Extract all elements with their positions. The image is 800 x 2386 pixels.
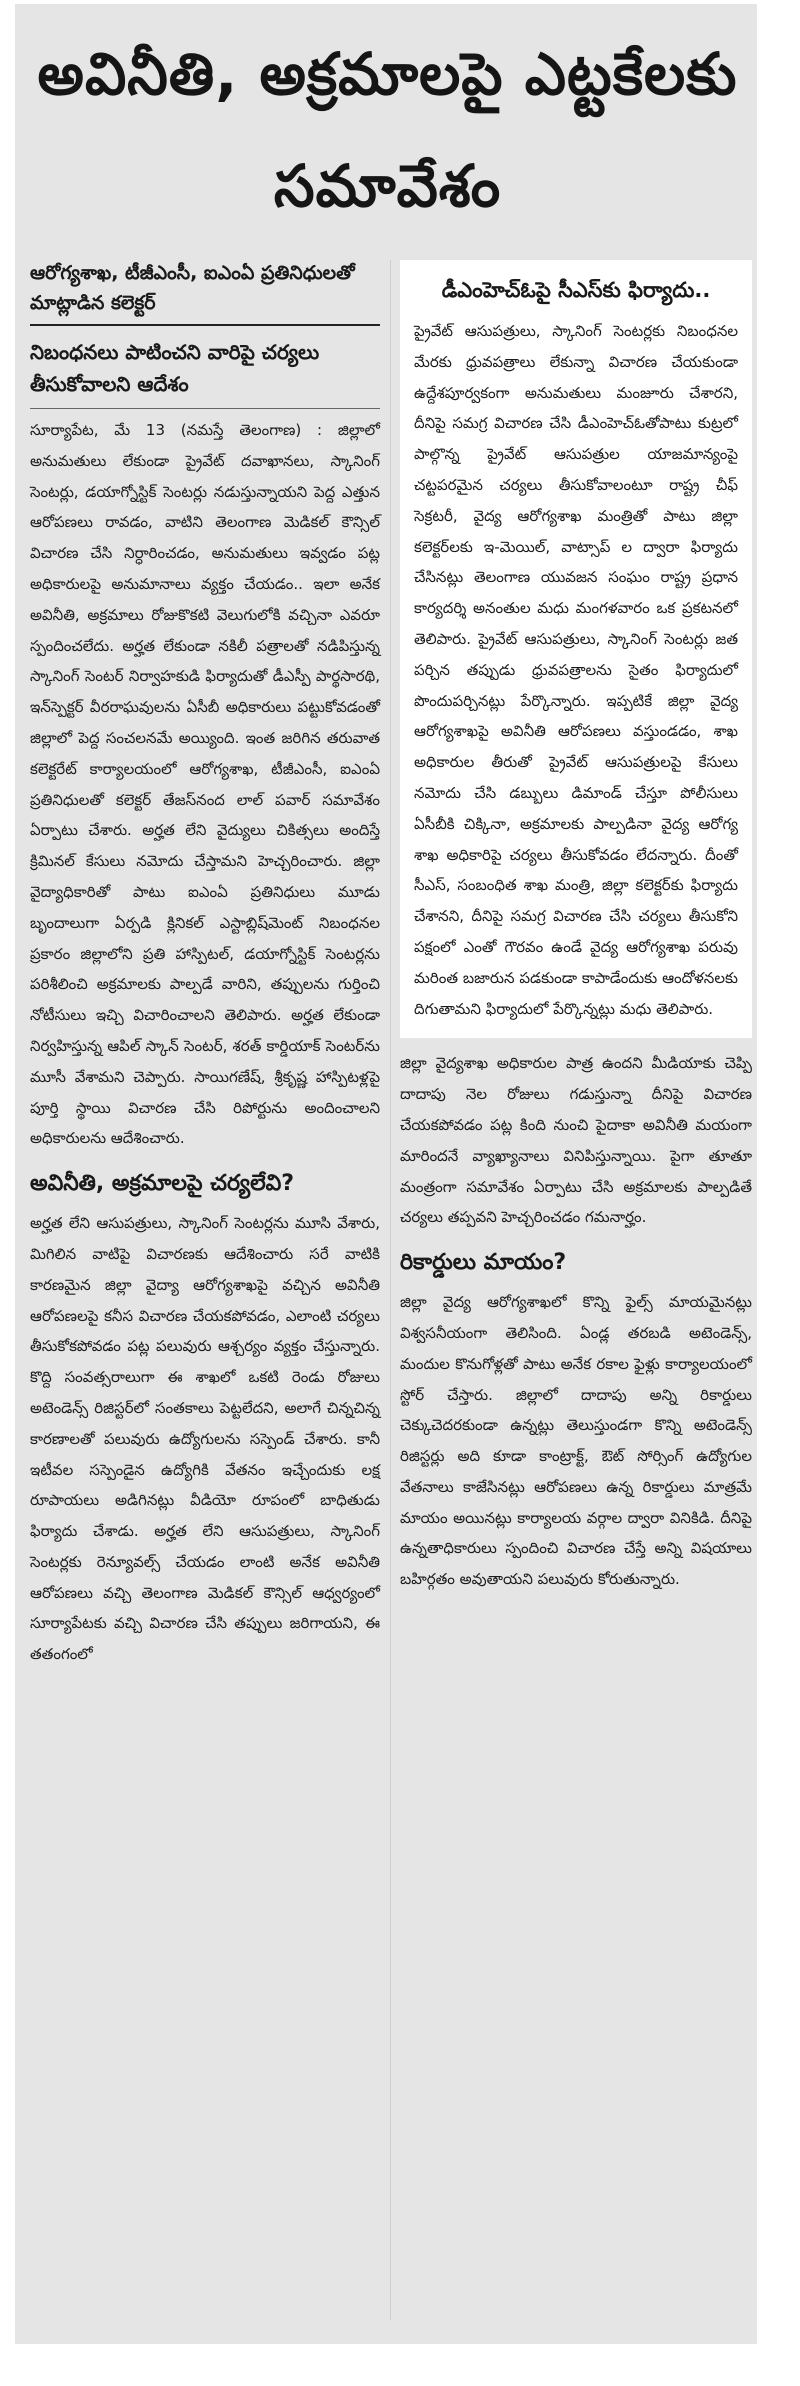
continuation-paragraph: జిల్లా వైద్యశాఖ అధికారుల పాత్ర ఉందని మీడియాకు చెప్పి దాదాపు నెల రోజులు గడుస్తున్నా దీనిపై విచారణ చేయకపోవడం పట్ల కింది నుంచి పైదాకా అవినీతి మయంగా మారిందనే వ్యాఖ్యానాలు వినిపిస్తున్నాయి. పైగా తూతూ మంత్రంగా సమావేశం ఏర్పాటు చేసి అక్రమాలకు పాల్పడితే చర్యలు తప్పవని హెచ్చరించడం గమనార్హం. <box>400 1054 752 1227</box>
complaint-box-text: ప్రైవేట్ ఆసుపత్రులు, స్కానింగ్ సెంటర్లకు నిబంధనల మేరకు ధ్రువపత్రాలు లేకున్నా విచారణ చేయకుండా ఉద్దేశపూర్వకంగా అనుమతులు మంజూరు చేశారని, దీనిపై సమగ్ర విచారణ చేసి డీఎంహెచ్‌ఓతోపాటు కుట్రలో పాల్గొన్న ప్రైవేట్ ఆసుపత్రుల యాజమాన్యంపై చట్టపరమైన చర్యలు తీసుకోవాలంటూ రాష్ట్ర చీఫ్ సెక్రటరీ, వైద్య ఆరోగ్యశాఖ మంత్రితో పాటు జిల్లా కలెక్టర్‌లకు ఇ-మెయిల్, వాట్సాప్ ల ద్వారా ఫిర్యాదు చేసినట్లు తెలంగాణ యువజన సంఘం రాష్ట్ర ప్రధాన కార్యదర్శి అనంతుల మధు మంగళవారం ఒక ప్రకటనలో తెలిపారు. ప్రైవేట్ ఆసుపత్రులు, స్కానింగ్ సెంటర్లు జత పర్చిన తప్పుడు ధ్రువపత్రాలను సైతం ఫిర్యాదులో పొందుపర్చినట్లు పేర్కొన్నారు. ఇప్పటికే జిల్లా వైద్య ఆరోగ్యశాఖపై అవినీతి ఆరోపణలు వస్తుండడం, శాఖ అధికారుల తీరుతో ప్రైవేట్ ఆసుపత్రులపై కేసులు నమోదు చేసి డబ్బులు డిమాండ్ చేస్తూ పోలీసులు ఏసీబీకి చిక్కినా, అక్రమాలకు పాల్పడినా వైద్య ఆరోగ్య శాఖ అధికారిపై చర్యలు తీసుకోవడం లేదన్నారు. దీంతో సీఎస్, సంబంధిత శాఖ మంత్రి, జిల్లా కలెక్టర్‌కు ఫిర్యాదు చేశానని, దీనిపై సమగ్ర విచారణ చేసి చర్యలు తీసుకోని పక్షంలో ఎంతో గౌరవం ఉండే వైద్య ఆరోగ్యశాఖ పరువు మరింత బజారున పడకుండా కాపాడేందుకు ఆందోళనలకు దిగుతామని ఫిర్యాదులో పేర్కొన్నట్లు మధు తెలిపారు. <box>414 322 738 1018</box>
section-text-corruption: అర్హత లేని ఆసుపత్రులు, స్కానింగ్ సెంటర్లను మూసి వేశారు, మిగిలిన వాటిపై విచారణకు ఆదేశించారు సరే వాటికి కారణమైన జిల్లా వైద్యా ఆరోగ్యశాఖపై వచ్చిన అవినీతి ఆరోపణలపై కనీస విచారణ చేయకపోవడం, ఎలాంటి చర్యలు తీసుకోకపోవడం పట్ల పలువురు ఆశ్చర్యం వ్యక్తం చేస్తున్నారు. కొద్ది సంవత్సరాలుగా ఈ శాఖలో ఒకటి రెండు రోజులు అటెండెన్స్ రిజిస్టర్‌లో సంతకాలు పెట్టలేదని, అలాగే చిన్నచిన్న కారణాలతో పలువురు ఉద్యోగులను సస్పెండ్ చేశారు. కానీ ఇటీవల సస్పెండైన ఉద్యోగికి వేతనం ఇచ్చేందుకు లక్ష రూపాయలు అడిగినట్లు వీడియో రూపంలో బాధితుడు ఫిర్యాదు చేశాడు. అర్హత లేని ఆసుపత్రులు, స్కానింగ్ సెంటర్లకు రెన్యూవల్స్ చేయడం లాంటి అనేక అవినీతి ఆరోపణలు వచ్చి తెలంగాణ మెడికల్ కౌన్సిల్ ఆధ్వర్యంలో సూర్యాపేటకు వచ్చి విచారణ చేసి తప్పులు జరిగాయని, ఈ తతంగంలో <box>30 1214 380 1664</box>
article-headline: అవినీతి, అక్రమాలపై ఎట్టకేలకు సమావేశం <box>37 40 738 220</box>
section-heading-records: రికార్డులు మాయం? <box>400 1250 567 1276</box>
lead-paragraph: సూర్యాపేట, మే 13 (నమస్తే తెలంగాణ) : జిల్లాలో అనుమతులు లేకుండా ప్రైవేట్ దవాఖానలు, స్కానింగ్ సెంటర్లు, డయాగ్నోస్టిక్ సెంటర్లు నడుస్తున్నాయని పెద్ద ఎత్తున ఆరోపణలు రావడం, వాటిని తెలంగాణ మెడికల్ కౌన్సిల్ విచారణ చేసి నిర్ధారించడం, అనుమతులు ఇవ్వడం పట్ల అధికారులపై అనుమానాలు వ్యక్తం చేయడం.. ఇలా అనేక అవినీతి, అక్రమాలు రోజుకొకటి వెలుగులోకి వచ్చినా ఎవరూ స్పందించలేదు. అర్హత లేకుండా నకిలీ పత్రాలతో నడిపిస్తున్న స్కానింగ్ సెంటర్ నిర్వాహకుడి ఫిర్యాదుతో డీఎస్పీ పార్థసారథి, ఇన్‌స్పెక్టర్ వీరరాఘవులను ఏసీబీ అధికారులు పట్టుకోవడంతో జిల్లాలో పెద్ద సంచలనమే అయ్యింది. ఇంత జరిగిన తరువాత కలెక్టరేట్ కార్యాలయంలో ఆరోగ్యశాఖ, టీజీఎంసీ, ఐఎంఏ ప్రతినిధులతో కలెక్టర్ తేజస్‌నంద లాల్ పవార్ సమావేశం ఏర్పాటు చేశారు. అర్హత లేని వైద్యులు చికిత్సలు అందిస్తే క్రిమినల్ కేసులు నమోదు చేస్తామని హెచ్చరించారు. జిల్లా వైద్యాధికారితో పాటు ఐఎంఏ ప్రతినిధులు మూడు బృందాలుగా ఏర్పడి క్లినికల్ ఎస్టాబ్లిష్‌మెంట్ నిబంధనల ప్రకారం జిల్లాలోని ప్రతి హాస్పిటల్, డయాగ్నోస్టిక్ సెంటర్లను పరిశీలించి అక్రమాలకు పాల్పడే వారిని, తప్పులను గుర్తించి నోటీసులు ఇచ్చి విచారించాలని తెలిపారు. అర్హత లేకుండా నిర్వహిస్తున్న ఆపిల్ స్కాన్ సెంటర్, శరత్ కార్డియాక్ సెంటర్‌ను మూసీ వేశామని చెప్పారు. సాయిగణేష్, శ్రీకృష్ణ హాస్పిటళ్లపై పూర్తి స్థాయి విచారణ చేసి రిపోర్టును అందించాలని అధికారులను ఆదేశించారు. <box>30 421 380 1148</box>
right-column <box>400 250 752 1595</box>
column-divider <box>390 260 391 2320</box>
article-subhead: నిబంధనలు పాటించని వారిపై చర్యలు తీసుకోవాలని ఆదేశం <box>30 326 380 409</box>
section-text-records: జిల్లా వైద్య ఆరోగ్యశాఖలో కొన్ని ఫైల్స్ మాయమైనట్లు విశ్వసనీయంగా తెలిసింది. ఏండ్ల తరబడి అటెండెన్స్, మందుల కొనుగోళ్లతో పాటు అనేక రకాల ఫైళ్లు కార్యాలయంలో స్టోర్ చేస్తారు. జిల్లాలో దాదాపు అన్ని రికార్డులు చెక్కుచెదరకుండా ఉన్నట్లు తెలుస్తుండగా కొన్ని అటెండెన్స్ రిజిస్టర్లు అది కూడా కాంట్రాక్ట్, ఔట్ సోర్సింగ్ ఉద్యోగుల వేతనాలు కాజేసినట్లు ఆరోపణలు ఉన్న రికార్డులు మాత్రమే మాయం అయినట్లు కార్యాలయ వర్గాల ద్వారా వినికిడి. దీనిపై ఉన్నతాధికారులు స్పందించి విచారణ చేస్తే అన్ని విషయాలు బహిర్గతం అవుతాయని పలువురు కోరుతున్నారు. <box>400 1293 752 1589</box>
complaint-box <box>400 260 752 1038</box>
left-column <box>30 250 380 1670</box>
section-heading-corruption: అవినీతి, అక్రమాలపై చర్యలేవి? <box>30 1171 295 1197</box>
article-kicker: ఆరోగ్యశాఖ, టీజీఎంసీ, ఐఎంఏ ప్రతినిధులతో మాట్లాడిన కలెక్టర్ <box>30 250 380 326</box>
complaint-box-title: డీఎంహెచ్ఓపై సీఎస్‌కు ఫిర్యాదు.. <box>441 278 711 302</box>
